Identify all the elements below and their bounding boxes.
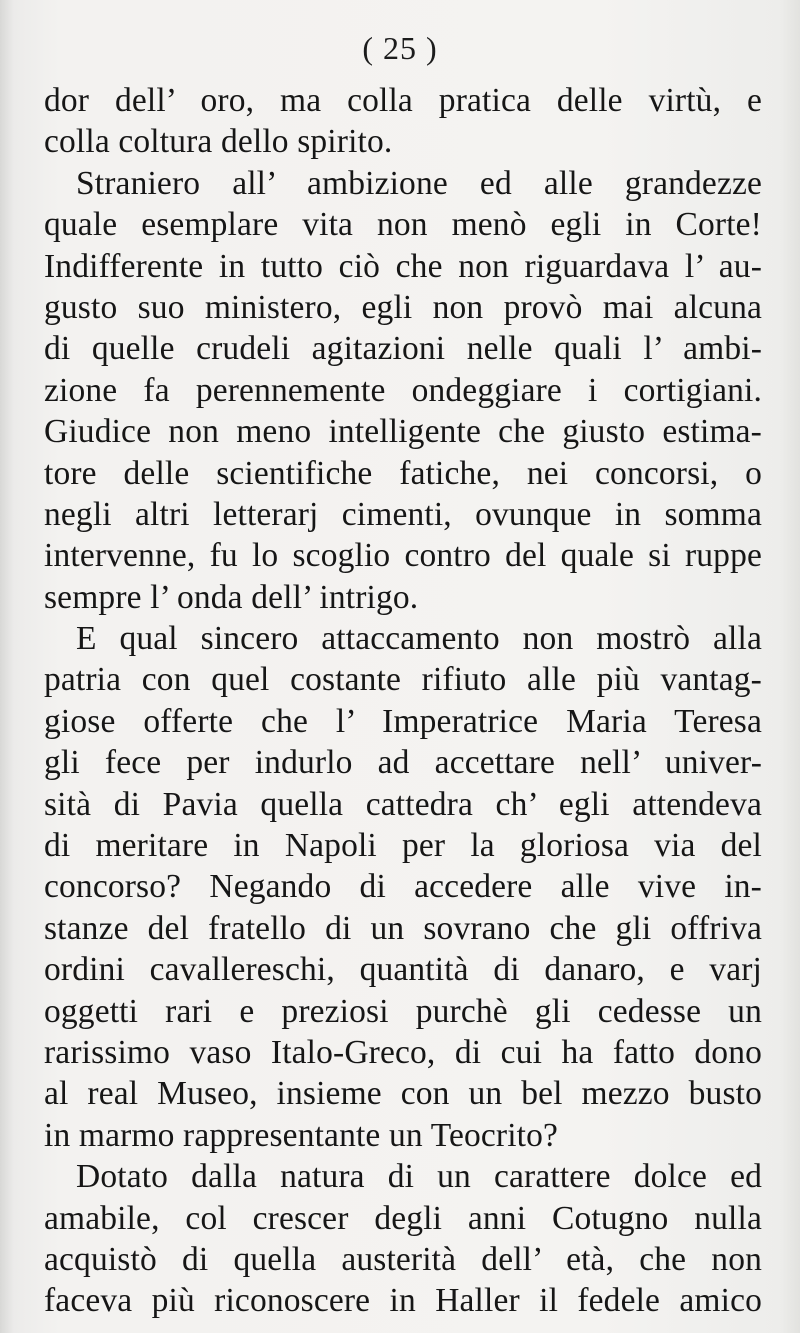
text-line: gusto suo ministero, egli non provò mai alcuna (44, 288, 762, 326)
text-line: acquistò di quella austerità dell’ età, che non (44, 1240, 762, 1278)
text-line: tore delle scientifiche fatiche, nei concorsi, o (44, 454, 762, 492)
text-line: sità di Pavia quella cattedra ch’ egli attendeva (44, 785, 762, 823)
text-line: patria con quel costante rifiuto alle più vantag- (44, 661, 762, 699)
text-line: Dotato dalla natura di un carattere dolce ed (76, 1158, 762, 1196)
body-text (44, 80, 762, 1322)
text-line: dor dell’ oro, ma colla pratica delle virtù, e (44, 82, 762, 119)
text-line: rarissimo vaso Italo-Greco, di cui ha fatto dono (44, 1033, 762, 1071)
text-line: ordini cavallereschi, quantità di danaro, e varj (44, 951, 762, 989)
text-line: sempre l’ onda dell’ intrigo. (44, 578, 419, 616)
text-line: faceva più riconoscere in Haller il fedele amico (44, 1282, 762, 1320)
text-line: quale esemplare vita non menò egli in Corte! (44, 206, 762, 244)
text-line: negli altri letterarj cimenti, ovunque in somma (44, 495, 762, 533)
text-line: al real Museo, insieme con un bel mezzo busto (44, 1075, 762, 1113)
text-line: amabile, col crescer degli anni Cotugno nulla (44, 1199, 762, 1237)
text-line: oggetti rari e preziosi purchè gli cedesse un (44, 992, 762, 1030)
text-line: colla coltura dello spirito. (44, 123, 393, 161)
text-line: di meritare in Napoli per la gloriosa via del (44, 827, 762, 865)
text-line: giose offerte che l’ Imperatrice Maria Teresa (44, 702, 762, 740)
text-line: Giudice non meno intelligente che giusto estima- (44, 413, 762, 451)
text-line: stanze del fratello di un sovrano che gli offriva (44, 909, 762, 947)
text-line: gli fece per indurlo ad accettare nell’ univer- (44, 744, 762, 782)
text-line: Indifferente in tutto ciò che non riguardava l’ au- (44, 247, 762, 285)
text-line: di quelle crudeli agitazioni nelle quali l’ ambi- (44, 330, 762, 368)
text-line: in marmo rappresentante un Teocrito? (44, 1116, 559, 1154)
text-line: zione fa perennemente ondeggiare i cortigiani. (44, 371, 762, 409)
text-line: E qual sincero attaccamento non mostrò alla (76, 620, 762, 658)
text-line: intervenne, fu lo scoglio contro del quale si ruppe (44, 537, 762, 575)
text-line: concorso? Negando di accedere alle vive in- (44, 868, 762, 906)
page-number: ( 25 ) (362, 30, 438, 66)
text-line: Straniero all’ ambizione ed alle grandezze (76, 164, 762, 202)
